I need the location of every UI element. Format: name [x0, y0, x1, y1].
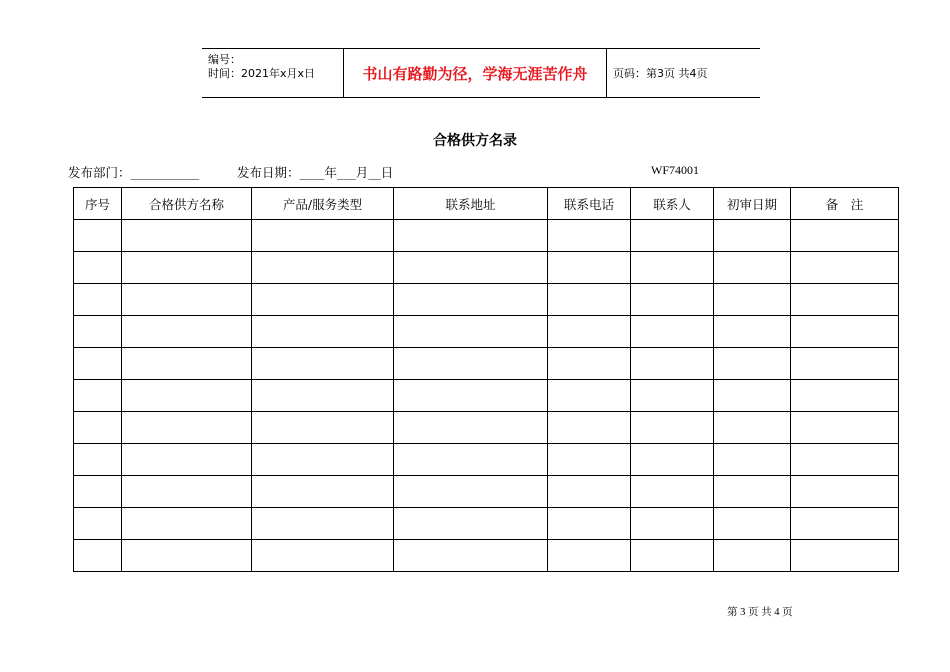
- table-cell: [394, 476, 548, 508]
- table-cell: [394, 348, 548, 380]
- table-cell: [791, 348, 899, 380]
- table-cell: [394, 252, 548, 284]
- table-cell: [252, 412, 394, 444]
- table-cell: [252, 476, 394, 508]
- table-cell: [548, 476, 631, 508]
- table-cell: [252, 540, 394, 572]
- table-cell: [714, 252, 791, 284]
- table-cell: [74, 252, 122, 284]
- header-page-info: 页码：第3页 共4页: [613, 67, 708, 80]
- table-cell: [791, 220, 899, 252]
- table-cell: [74, 284, 122, 316]
- table-cell: [791, 476, 899, 508]
- time-label: 时间：2021年x月x日: [208, 67, 316, 80]
- table-cell: [122, 380, 252, 412]
- table-cell: [714, 348, 791, 380]
- table-cell: [791, 540, 899, 572]
- table-cell: [548, 412, 631, 444]
- table-cell: [548, 252, 631, 284]
- table-cell: [394, 284, 548, 316]
- column-header: 合格供方名称: [122, 188, 252, 220]
- supplier-table: [73, 187, 899, 572]
- table-header-row: [74, 188, 899, 220]
- number-label: 编号：: [208, 53, 241, 66]
- table-cell: [631, 252, 714, 284]
- table-cell: [631, 476, 714, 508]
- table-cell: [74, 444, 122, 476]
- table-cell: [122, 508, 252, 540]
- header-motto-cell: [344, 49, 607, 97]
- column-header: 联系人: [631, 188, 714, 220]
- column-header: 联系电话: [548, 188, 631, 220]
- table-cell: [252, 508, 394, 540]
- table-cell: [252, 380, 394, 412]
- table-cell: [122, 412, 252, 444]
- table-cell: [631, 508, 714, 540]
- header-page-cell: [607, 49, 760, 97]
- table-cell: [791, 380, 899, 412]
- table-cell: [548, 508, 631, 540]
- table-cell: [252, 220, 394, 252]
- table-cell: [548, 444, 631, 476]
- table-row: [74, 380, 899, 412]
- table-cell: [631, 540, 714, 572]
- table-cell: [394, 540, 548, 572]
- table-row: [74, 508, 899, 540]
- page-footer: 第 3 页 共 4 页: [727, 607, 793, 618]
- table-cell: [548, 348, 631, 380]
- column-header: 备 注: [791, 188, 899, 220]
- table-cell: [394, 508, 548, 540]
- table-cell: [252, 316, 394, 348]
- table-cell: [714, 476, 791, 508]
- table-cell: [252, 284, 394, 316]
- table-cell: [714, 284, 791, 316]
- table-cell: [791, 412, 899, 444]
- page-header: [202, 48, 760, 98]
- table-row: [74, 284, 899, 316]
- table-cell: [252, 252, 394, 284]
- table-cell: [122, 476, 252, 508]
- table-cell: [122, 284, 252, 316]
- motto-text: 书山有路勤为径，学海无涯苦作舟: [362, 64, 588, 83]
- table-cell: [122, 316, 252, 348]
- table-cell: [714, 380, 791, 412]
- table-row: [74, 316, 899, 348]
- table-cell: [714, 540, 791, 572]
- table-cell: [631, 220, 714, 252]
- table-cell: [122, 348, 252, 380]
- table-cell: [548, 284, 631, 316]
- table-cell: [631, 284, 714, 316]
- table-cell: [74, 508, 122, 540]
- table-cell: [74, 380, 122, 412]
- table-cell: [74, 220, 122, 252]
- column-header: 初审日期: [714, 188, 791, 220]
- header-meta-cell: [202, 49, 344, 97]
- table-row: [74, 476, 899, 508]
- table-cell: [252, 444, 394, 476]
- table-cell: [631, 412, 714, 444]
- table-cell: [74, 316, 122, 348]
- table-cell: [548, 540, 631, 572]
- table-cell: [791, 284, 899, 316]
- table-cell: [122, 220, 252, 252]
- table-cell: [74, 348, 122, 380]
- table-cell: [714, 412, 791, 444]
- table-cell: [252, 348, 394, 380]
- table-cell: [394, 220, 548, 252]
- table-cell: [394, 444, 548, 476]
- table-row: [74, 220, 899, 252]
- table-cell: [631, 380, 714, 412]
- table-row: [74, 444, 899, 476]
- table-cell: [74, 412, 122, 444]
- table-cell: [791, 252, 899, 284]
- table-cell: [631, 348, 714, 380]
- table-cell: [548, 380, 631, 412]
- table-cell: [74, 540, 122, 572]
- table-row: [74, 348, 899, 380]
- publish-department: 发布部门：___________: [68, 165, 200, 180]
- column-header: 产品/服务类型: [252, 188, 394, 220]
- table-cell: [394, 380, 548, 412]
- table-cell: [74, 476, 122, 508]
- document-title: 合格供方名录: [433, 133, 517, 149]
- table-cell: [714, 316, 791, 348]
- table-cell: [122, 252, 252, 284]
- table-row: [74, 252, 899, 284]
- table-cell: [791, 316, 899, 348]
- table-cell: [122, 444, 252, 476]
- table-row: [74, 540, 899, 572]
- table-cell: [548, 220, 631, 252]
- table-cell: [394, 412, 548, 444]
- table-cell: [548, 316, 631, 348]
- table-cell: [631, 444, 714, 476]
- table-row: [74, 412, 899, 444]
- publish-date: 发布日期：____年___月__日: [237, 165, 394, 180]
- table-cell: [714, 444, 791, 476]
- column-header: 序号: [74, 188, 122, 220]
- table-cell: [714, 508, 791, 540]
- table-cell: [122, 540, 252, 572]
- table-cell: [791, 444, 899, 476]
- document-code: WF74001: [651, 163, 699, 177]
- table-cell: [631, 316, 714, 348]
- table-cell: [394, 316, 548, 348]
- table-cell: [791, 508, 899, 540]
- table-cell: [714, 220, 791, 252]
- column-header: 联系地址: [394, 188, 548, 220]
